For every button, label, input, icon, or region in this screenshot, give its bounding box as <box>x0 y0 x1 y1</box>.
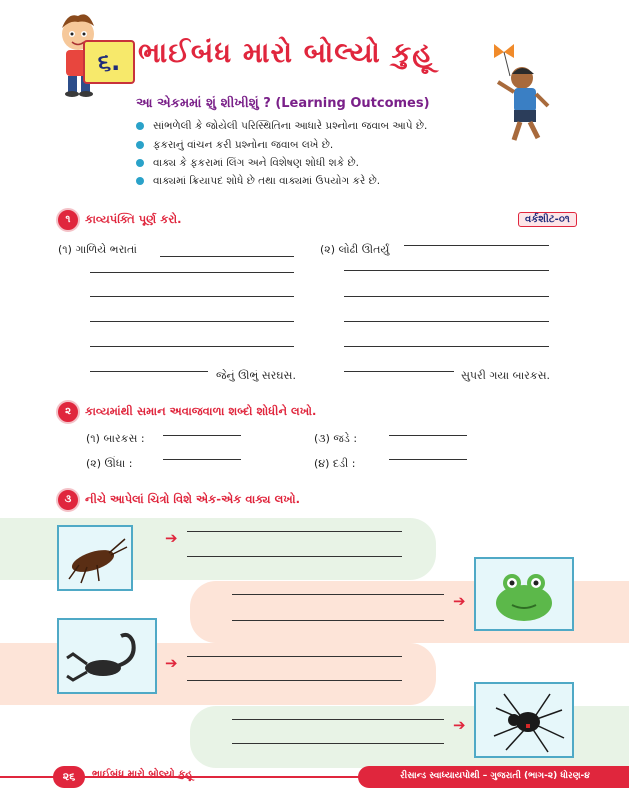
footer-chapter-title: ભાઈબંધ મારો બોલ્યો કુહૂ <box>92 769 193 780</box>
section-1-number: ૧ <box>56 208 80 232</box>
answer-line[interactable] <box>232 719 444 720</box>
answer-line[interactable] <box>404 245 549 246</box>
section-1-right-end: સુપરી ગયા બારકસ. <box>461 369 550 382</box>
answer-line[interactable] <box>232 743 444 744</box>
scorpion-picture <box>57 618 157 694</box>
learning-outcomes-title: આ એકમમાં શું શીખીશું ? (Learning Outcomes) <box>136 96 430 111</box>
worksheet-badge: વર્કશીટ-૦૧ <box>518 212 577 227</box>
frog-icon <box>476 559 572 629</box>
section-1-left-end: જેનું ઊભું સરઘસ. <box>216 369 296 382</box>
answer-line[interactable] <box>90 346 294 347</box>
answer-line[interactable] <box>344 346 549 347</box>
bullet-icon <box>136 177 144 185</box>
section-3-number: ૩ <box>56 488 80 512</box>
answer-line[interactable] <box>389 435 467 436</box>
rhyme-label: (૧) બારકસ : <box>86 432 145 445</box>
bullet-icon <box>136 159 144 167</box>
bullet-icon <box>136 122 144 130</box>
answer-line[interactable] <box>344 270 549 271</box>
learning-outcome-item: ફકરાનું વાંચન કરી પ્રશ્નોના જવાબ લખે છે. <box>136 139 333 152</box>
chapter-number: ૬. <box>83 40 135 84</box>
section-2-number: ૨ <box>56 400 80 424</box>
answer-line[interactable] <box>90 296 294 297</box>
answer-line[interactable] <box>90 272 294 273</box>
answer-line[interactable] <box>344 321 549 322</box>
footer-book-title: રીસાન્ડ સ્વાધ્યાયપોથી – ગુજરાતી (ભાગ-૨) ધોરણ-૪ <box>400 771 590 781</box>
answer-line[interactable] <box>163 459 241 460</box>
answer-line[interactable] <box>90 371 208 372</box>
learning-outcome-item: વાક્યમાં ક્રિયાપદ શોધે છે તથા વાક્યમાં ઉપયોગ કરે છે. <box>136 175 380 188</box>
answer-line[interactable] <box>344 296 549 297</box>
answer-line[interactable] <box>187 531 402 532</box>
section-1-title: કાવ્યપંક્તિ પૂર્ણ કરો. <box>85 212 182 226</box>
learning-outcome-item: વાક્ય કે ફકરામાં લિંગ અને વિશેષણ શોધી શકે છે. <box>136 157 359 170</box>
rhyme-label: (૨) ઊંધા : <box>86 457 133 470</box>
boy-with-butterfly-illustration <box>480 36 558 144</box>
page-number: ૨૬ <box>53 766 85 788</box>
learning-outcome-item: સાંભળેલી કે જોયેલી પરિસ્થિતિના આધારે પ્રશ્નોના જવાબ આપે છે. <box>136 120 427 133</box>
arrow-icon: ➔ <box>453 716 466 734</box>
section-3-title: નીચે આપેલાં ચિત્રો વિશે એક-એક વાક્ય લખો. <box>85 492 300 506</box>
spider-picture <box>474 682 574 758</box>
frog-picture <box>474 557 574 631</box>
arrow-icon: ➔ <box>165 529 178 547</box>
section-2-title: કાવ્યમાંથી સમાન અવાજવાળા શબ્દો શોધીને લખો. <box>85 404 317 418</box>
rhyme-label: (૪) દડી : <box>314 457 356 470</box>
answer-line[interactable] <box>232 594 444 595</box>
answer-line[interactable] <box>187 656 402 657</box>
spider-icon <box>476 684 572 756</box>
answer-line[interactable] <box>389 459 467 460</box>
answer-line[interactable] <box>232 620 444 621</box>
bullet-icon <box>136 141 144 149</box>
section-1-right-prompt: (૨) લોઢી ઊતર્યું <box>320 243 390 256</box>
arrow-icon: ➔ <box>453 592 466 610</box>
answer-line[interactable] <box>160 256 294 257</box>
arrow-icon: ➔ <box>165 654 178 672</box>
chapter-title: ભાઈબંધ મારો બોલ્યો કુહૂ <box>138 36 434 69</box>
cockroach-picture <box>57 525 133 591</box>
section-1-left-prompt: (૧) ગાળિયે ભરાતાં <box>58 243 137 256</box>
cockroach-icon <box>59 527 131 589</box>
answer-line[interactable] <box>187 680 402 681</box>
scorpion-icon <box>59 620 155 692</box>
answer-line[interactable] <box>163 435 241 436</box>
rhyme-label: (૩) જડે : <box>314 432 358 445</box>
answer-line[interactable] <box>90 321 294 322</box>
answer-line[interactable] <box>187 556 402 557</box>
answer-line[interactable] <box>344 371 454 372</box>
